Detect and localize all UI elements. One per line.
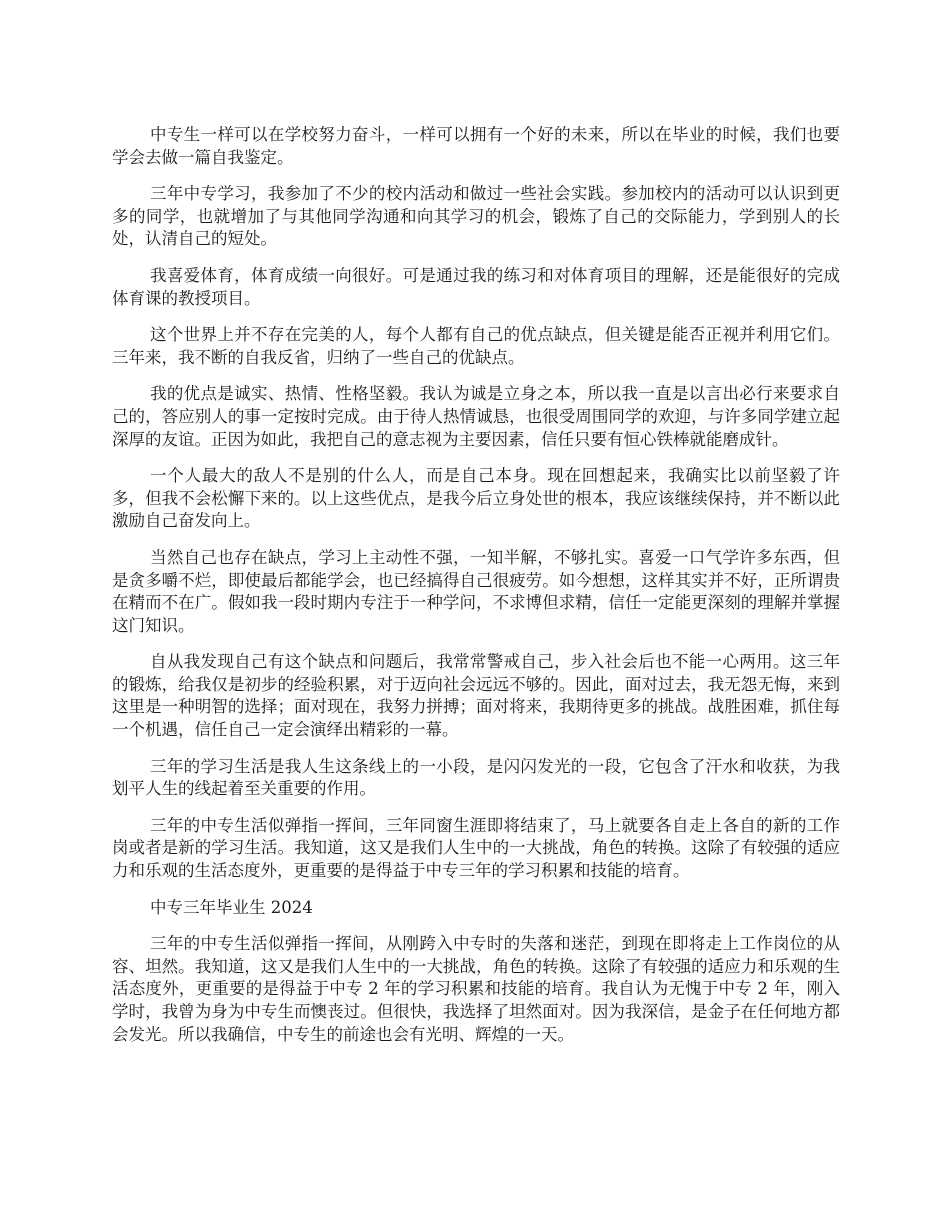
paragraph-12: 三年的中专生活似弹指一挥间，从刚跨入中专时的失落和迷茫，到现在即将走上工作岗位的从容、坦然。我知道，这又是我们人生中的一大挑战，角色的转换。这除了有较强的适应力和乐观的生活态度外，更重要的是得益于中专 2 年的学习积累和技能的培育。我自认为无愧于中专 2 年，刚入学时，我曾为身为中专生而懊丧过。但很快，我选择了坦然面对。因为我深信，是金子在任何地方都会发光。所以我确信，中专生的前途也会有光明、辉煌的一天。 (112, 934, 840, 1044)
paragraph-5: 我的优点是诚实、热情、性格坚毅。我认为诚是立身之本，所以我一直是以言出必行来要求自己的，答应别人的事一定按时完成。由于待人热情诚恳，也很受周围同学的欢迎，与许多同学建立起深厚的友谊。正因为如此，我把自己的意志视为主要因素，信任只要有恒心铁棒就能磨成针。 (112, 384, 840, 449)
document-body (112, 124, 840, 1060)
paragraph-7: 当然自己也存在缺点，学习上主动性不强，一知半解，不够扎实。喜爱一口气学许多东西，但是贪多嚼不烂，即使最后都能学会，也已经搞得自己很疲劳。如今想想，这样其实并不好，正所谓贵在精而不在广。假如我一段时期内专注于一种学问，不求博但求精，信任一定能更深刻的理解并掌握这门知识。 (112, 547, 840, 635)
paragraph-2: 三年中专学习，我参加了不少的校内活动和做过一些社会实践。参加校内的活动可以认识到更多的同学，也就增加了与其他同学沟通和向其学习的机会，锻炼了自己的交际能力，学到别人的长处，认清自己的短处。 (112, 184, 840, 249)
paragraph-3: 我喜爱体育，体育成绩一向很好。可是通过我的练习和对体育项目的理解，还是能很好的完成体育课的教授项目。 (112, 265, 840, 308)
paragraph-9: 三年的学习生活是我人生这条线上的一小段，是闪闪发光的一段，它包含了汗水和收获，为我划平人生的线起着至关重要的作用。 (112, 756, 840, 799)
paragraph-8: 自从我发现自己有这个缺点和问题后，我常常警戒自己，步入社会后也不能一心两用。这三年的锻炼，给我仅是初步的经验积累，对于迈向社会远远不够的。因此，面对过去，我无怨无悔，来到这里是一种明智的选择；面对现在，我努力拼搏；面对将来，我期待更多的挑战。战胜困难，抓住每一个机遇，信任自己一定会演绎出精彩的一幕。 (112, 652, 840, 740)
paragraph-1: 中专生一样可以在学校努力奋斗，一样可以拥有一个好的未来，所以在毕业的时候，我们也要学会去做一篇自我鉴定。 (112, 125, 840, 167)
paragraph-4: 这个世界上并不存在完美的人，每个人都有自己的优点缺点，但关键是能否正视并利用它们。三年来，我不断的自我反省，归纳了一些自己的优缺点。 (112, 325, 840, 367)
paragraph-10: 三年的中专生活似弹指一挥间，三年同窗生涯即将结束了，马上就要各自走上各自的新的工作岗或者是新的学习生活。我知道，这又是我们人生中的一大挑战，角色的转换。这除了有较强的适应力和乐观的生活态度外，更重要的是得益于中专三年的学习积累和技能的培育。 (112, 815, 840, 881)
section-heading: 中专三年毕业生 2024 (150, 897, 313, 917)
paragraph-6: 一个人最大的敌人不是别的什么人，而是自己本身。现在回想起来，我确实比以前坚毅了许多，但我不会松懈下来的。以上这些优点，是我今后立身处世的根本，我应该继续保持，并不断以此激励自己奋发向上。 (112, 466, 840, 531)
